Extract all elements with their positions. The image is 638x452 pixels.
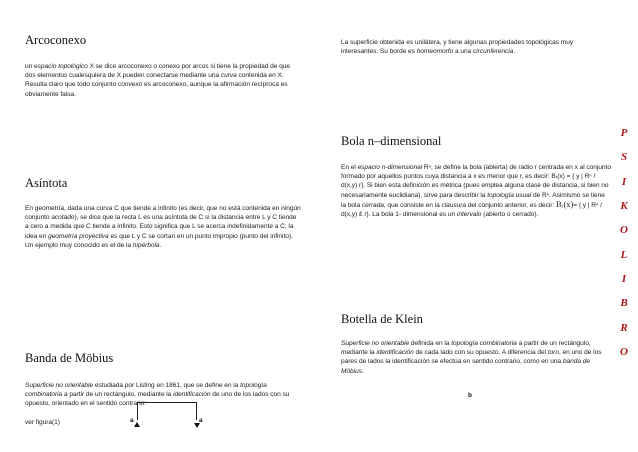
side-title-letter: O xyxy=(620,224,628,237)
text-run: contenida en X. Resulta claro que todo conjunto xyxy=(25,72,284,89)
bola-formula: Bᵣ(x) xyxy=(555,198,574,209)
text-run: del conjunto anterior, es decir: xyxy=(466,201,556,209)
italic-term: clausura xyxy=(441,201,467,209)
italic-term: cerrada xyxy=(361,201,384,209)
figure-reference: ver figura(1) xyxy=(25,419,60,426)
italic-term: acotado xyxy=(51,214,75,222)
paragraph-arcoconexo xyxy=(25,62,301,99)
text-run: En el xyxy=(341,164,358,171)
italic-term: homeomorfo xyxy=(416,48,454,56)
bola-tail: (abierto o cerrado). xyxy=(481,211,539,219)
side-title-letter: K xyxy=(620,199,628,212)
side-title-letter: B xyxy=(620,297,628,310)
paragraph-klein xyxy=(341,339,611,376)
text-run: , en uno de los pares de lados la identificación se efectúa en sentido contrario, como en una xyxy=(341,349,602,366)
text-run: X se dice arcoconexo o conexo por arcos si tiene la propiedad de que dos elementos cualesquiera de X pueden conectarse mediante una xyxy=(25,63,290,80)
italic-term: geometría proyectiva xyxy=(48,232,109,240)
text-run: es que L y C se cortan en un punto impropio (punto del infinito). Un ejemplo muy conocido es el de la xyxy=(25,232,293,249)
text-run: de cada lado con su opuesto. A diferencia del xyxy=(413,349,548,357)
text-run: a partir de un rectángulo, mediante la xyxy=(62,391,174,399)
figure-label-b: b xyxy=(468,392,472,399)
side-title-letter: R xyxy=(620,321,628,334)
text-run: es arcoconexo, aunque la afirmación recíproca es obviamente falsa. xyxy=(25,81,288,98)
italic-term: convexo xyxy=(117,81,143,89)
text-run: . xyxy=(513,48,516,56)
text-run: de Rⁿ. Asimismo se tiene la bola xyxy=(341,191,605,209)
heading-mobius: Banda de Möbius xyxy=(25,351,114,365)
side-title-letter: I xyxy=(621,272,627,285)
text-run: a una xyxy=(453,48,474,56)
side-title-letter: L xyxy=(620,248,628,261)
text-run: , que consiste en la xyxy=(383,201,442,209)
italic-term: espacio topológico xyxy=(34,63,88,70)
italic-term: curva xyxy=(220,72,237,80)
text-run: . xyxy=(361,367,364,375)
side-title-letter: S xyxy=(620,151,628,164)
arrow-up-left xyxy=(134,422,140,427)
heading-klein: Botella de Klein xyxy=(341,312,423,326)
italic-term: identificación xyxy=(376,349,414,357)
text-run: ), se dice que la recta L es una asíntota de C si la distancia entre L y C tiende a cero a medida que C tiende a infinito. Esto significa que L se acerca indefinidamente a C; la idea en xyxy=(25,214,297,240)
bola-after-formula: = { y | Rⁿ / d(x,y) £ r}. La bola 1- dimensional es un xyxy=(341,201,602,219)
text-run: Rⁿ, se define la bola (abierta) de radio r centrada en x al conjunto formado por aquellos puntos cuya distancia a x es menor que r, es decir: Bᵣ(x) = { y | Rⁿ / d(x,y) r}. Si bien esta definición es métrica (pues emplea alguna clase de distancia, si bien no necesariamente euclidiana), sirve para describir la xyxy=(341,164,611,199)
heading-arcoconexo: Arcoconexo xyxy=(25,33,87,47)
italic-term: identificación xyxy=(173,391,211,399)
italic-term: hipérbola xyxy=(132,241,160,249)
italic-term: circunferencia xyxy=(473,48,514,56)
italic-term: topología usual xyxy=(487,191,532,199)
text-run: de uno de los lados con su opuesto, orientado en el sentido contrario: xyxy=(25,391,290,408)
heading-bola: Bola n–dimensional xyxy=(341,134,442,148)
italic-term: Superficie no orientable xyxy=(25,382,94,389)
text-run: definida en la xyxy=(409,340,452,347)
text-run: . xyxy=(159,241,162,249)
paragraph-bola xyxy=(341,163,611,219)
mobius-arrows xyxy=(130,398,210,428)
italic-term: espacio n-dimensional xyxy=(357,164,423,171)
text-run: En geometría, dada una curva C que tiende a infinito (es decir, que no está contenida en ningún conjunto xyxy=(25,205,301,222)
side-title-letter: P xyxy=(620,127,628,139)
figure-label-left: a xyxy=(130,417,134,424)
italic-term: topología combinatoria xyxy=(25,382,267,399)
side-title-letter: O xyxy=(620,345,628,358)
heading-asintota: Asíntota xyxy=(25,176,68,190)
text-run: estudiada por Listing en 1861, que se define en la xyxy=(93,382,241,389)
italic-term: topología combinatoria xyxy=(451,340,517,347)
figure-label-right: a xyxy=(199,417,203,424)
italic-term: Superficie no orientable xyxy=(341,340,410,347)
paragraph-mobius-continued xyxy=(341,38,603,56)
italic-term: banda de Möbius xyxy=(341,358,591,375)
text-run: un xyxy=(25,63,35,70)
side-title-letter: I xyxy=(621,175,627,188)
text-run: La superficie obtenida es unilátera, y tiene algunas propiedades topológicas muy interesantes. Su borde es xyxy=(341,39,574,56)
paragraph-asintota xyxy=(25,204,301,250)
italic-term: toro xyxy=(547,349,559,357)
text-run: a partir de un rectángulo, mediante la xyxy=(341,340,591,357)
side-title xyxy=(617,128,631,358)
bola-interval-word: intervalo xyxy=(456,211,482,219)
